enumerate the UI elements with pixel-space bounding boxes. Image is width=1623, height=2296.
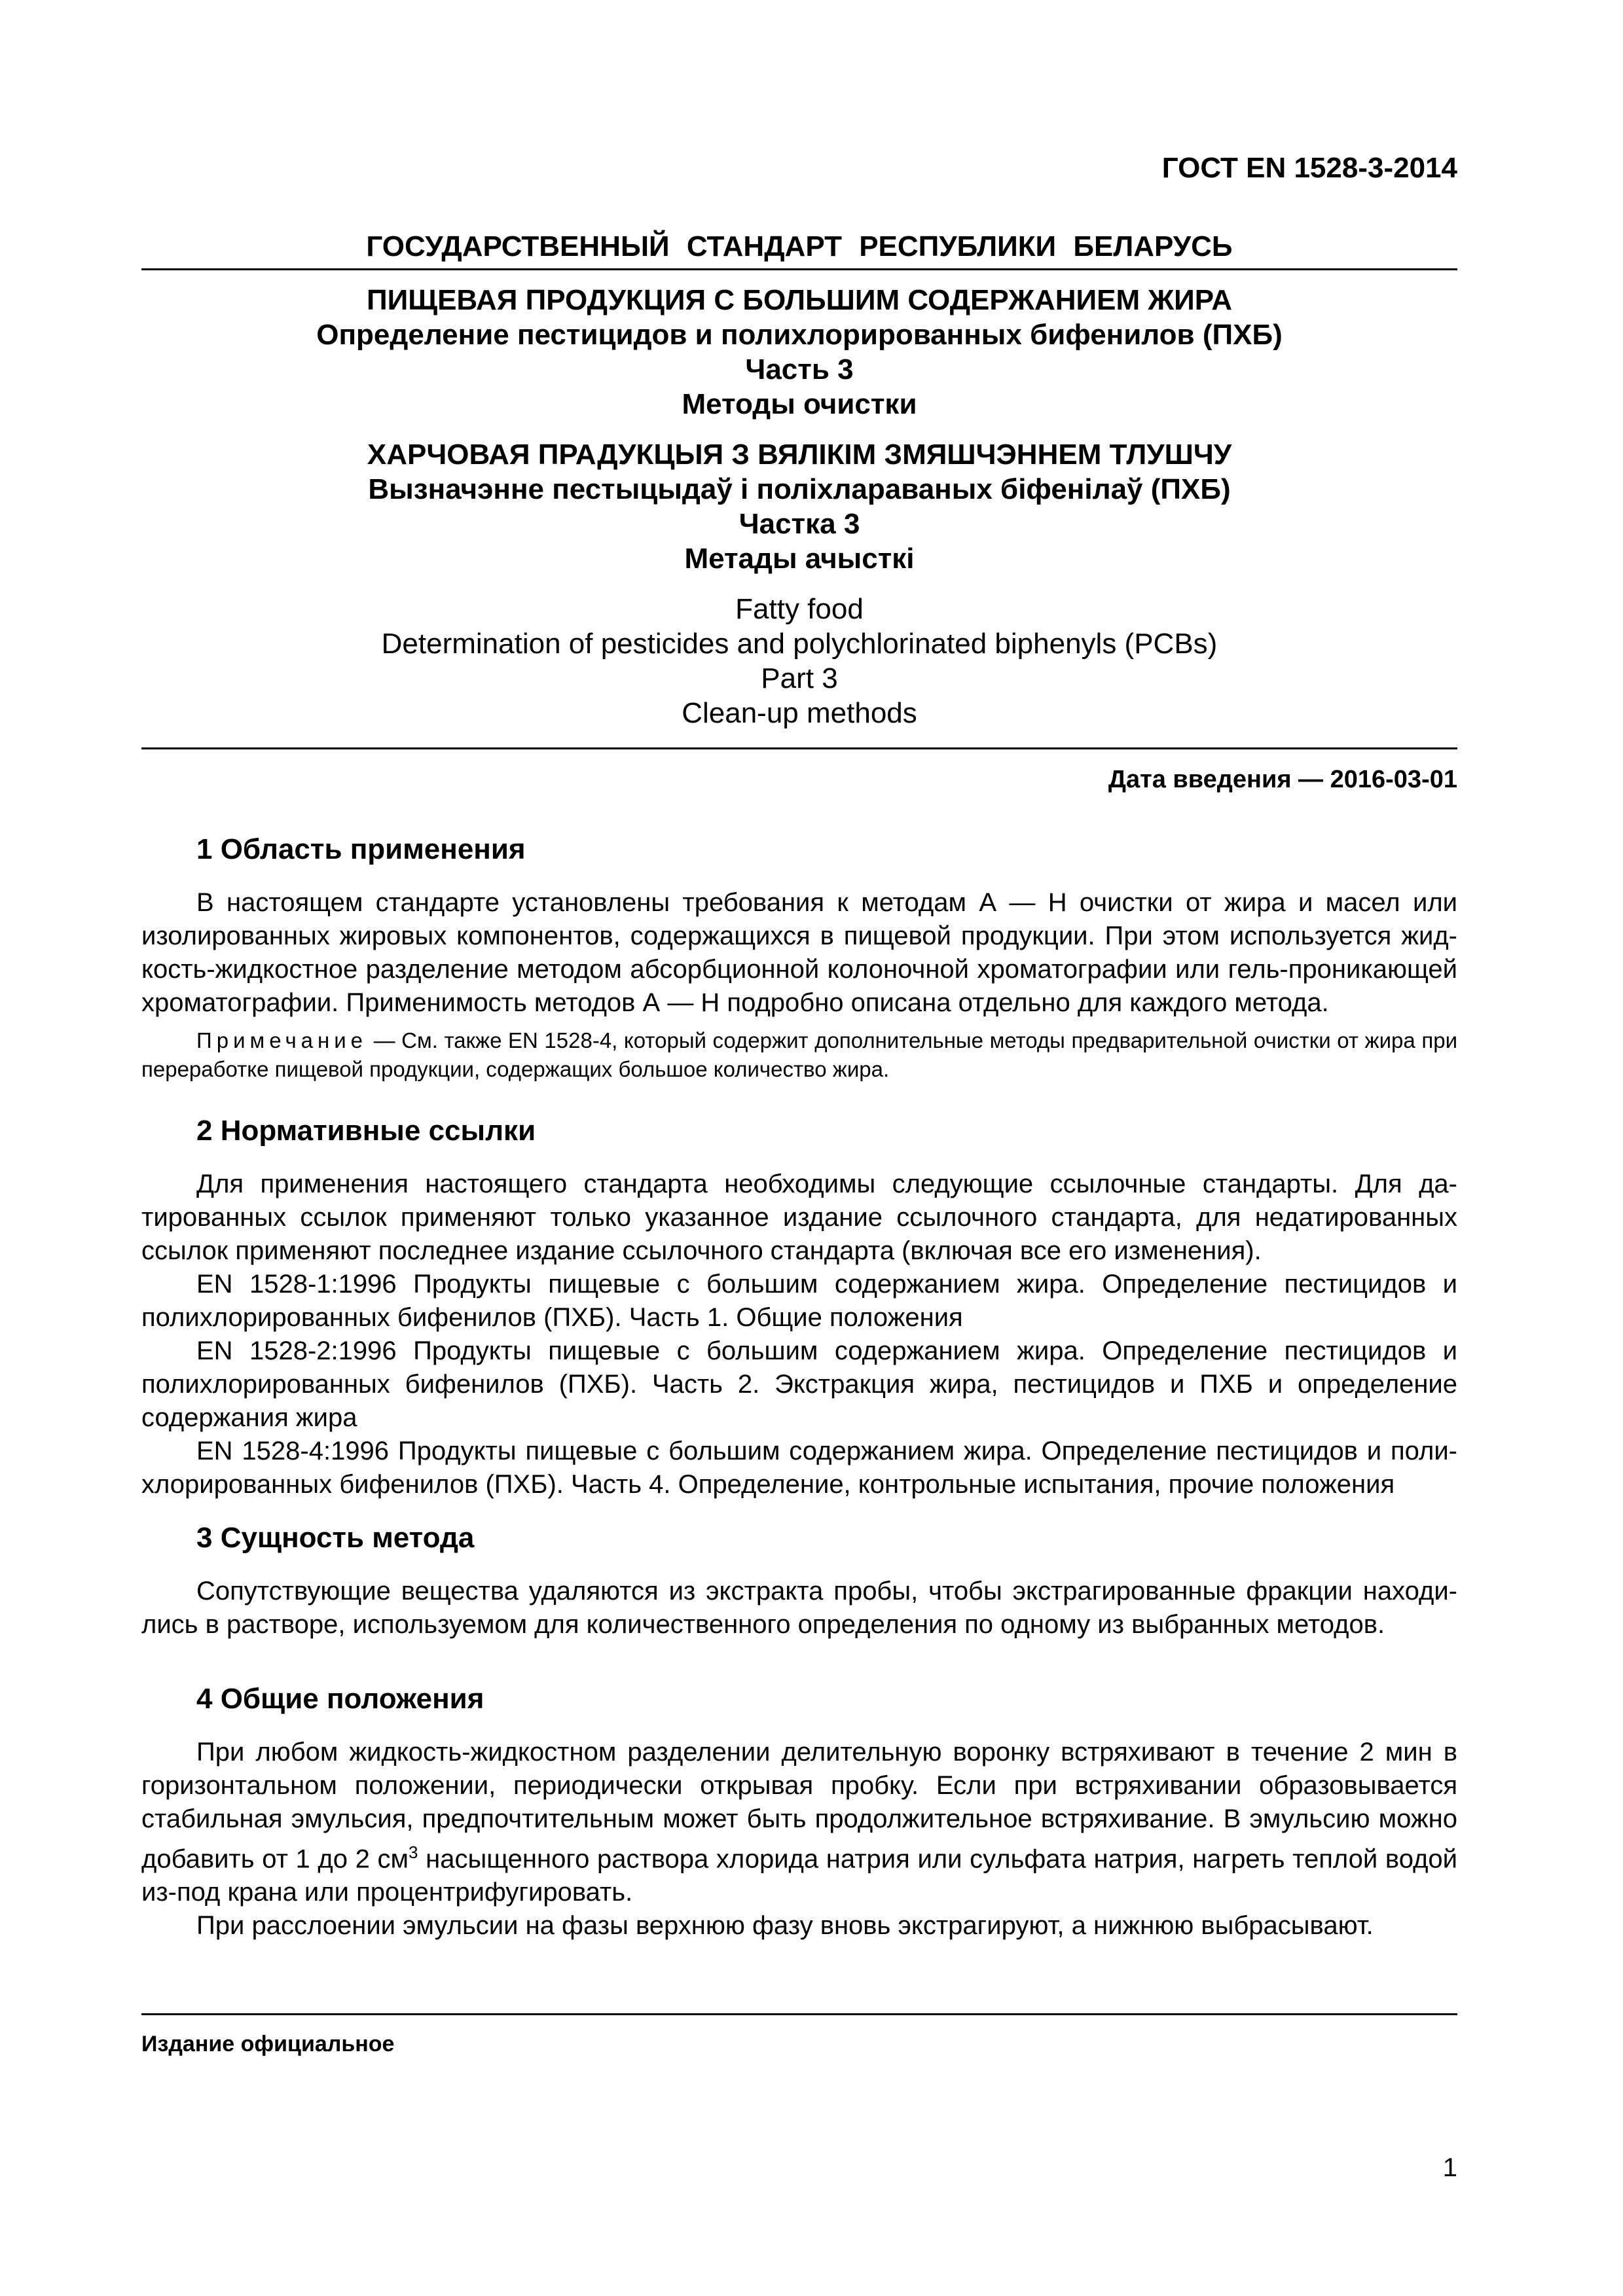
- title-english: [141, 592, 1457, 730]
- paragraph-part: При любом жидкость-жидкостном разделении делительную воронку встряхивают в течение 2 мин в горизонтальном положении, периодически открывая пробку. Если при встряхивании образовывается стабильная эмульсия, предпочтительным может быть продолжительное встряхивание. В эмульсию можно добавить от 1 до 2 см: [141, 1738, 1457, 1874]
- note: [141, 1026, 1457, 1084]
- section-scope: [141, 831, 1457, 1084]
- title-rule: [141, 747, 1457, 749]
- official-edition-label: Издание официальное: [141, 2032, 395, 2056]
- title-belarusian: [141, 437, 1457, 576]
- title-ru-line3: Часть 3: [745, 353, 854, 386]
- note-text: — См. также EN 1528-4, который содержит дополнительные методы предварительной очистки от жира при переработке пищевой продукции, содержащих большое количество жира.: [141, 1028, 1457, 1081]
- title-russian: [141, 283, 1457, 422]
- reference-item: EN 1528-2:1996 Продукты пищевые с большим содержанием жира. Определение пестицидов и полихлорированных бифенилов (ПХБ). Часть 2. Экстракция жира, пестицидов и ПХБ и определение содержания жира: [141, 1336, 1457, 1432]
- page-number: 1: [1442, 2153, 1457, 2182]
- section-heading: 1 Область применения: [196, 833, 526, 865]
- title-ru-line1: ПИЩЕВАЯ ПРОДУКЦИЯ С БОЛЬШИМ СОДЕРЖАНИЕМ ЖИРА: [367, 284, 1232, 316]
- superscript: 3: [409, 1842, 418, 1862]
- section-normative-references: [141, 1113, 1457, 1501]
- title-ru-line4: Методы очистки: [682, 388, 917, 420]
- paragraph-part: насыщенного раствора хлорида натрия или сульфата натрия, нагреть теплой водой из-под крана или процентрифугировать.: [141, 1844, 1457, 1907]
- title-by-line3: Частка 3: [739, 508, 860, 540]
- title-en-line4: Clean-up methods: [682, 697, 917, 729]
- section-method-principle: [141, 1520, 1457, 1641]
- section-heading: 3 Сущность метода: [196, 1522, 475, 1554]
- header-rule: [141, 268, 1457, 270]
- title-by-line2: Вызначэнне пестыцыдаў і поліхлараваных біфенілаў (ПХБ): [368, 473, 1231, 505]
- title-en-line1: Fatty food: [735, 593, 864, 625]
- state-standard-title: ГОСУДАРСТВЕННЫЙ СТАНДАРТ РЕСПУБЛИКИ БЕЛАРУСЬ: [366, 230, 1233, 262]
- paragraph: Для применения настоящего стандарта необходимы следующие ссылочные стандарты. Для датированных ссылок применяют только указанное издание ссылочного стандарта, для недатированных ссылок применяют последнее издание ссылочного стандарта (включая все его изменения).: [141, 1170, 1457, 1265]
- note-label: Примечание: [196, 1028, 368, 1052]
- section-heading: 4 Общие положения: [196, 1683, 484, 1715]
- title-en-line2: Determination of pesticides and polychlorinated biphenyls (PCBs): [381, 628, 1218, 660]
- title-by-line1: ХАРЧОВАЯ ПРАДУКЦЫЯ З ВЯЛІКІМ ЗМЯШЧЭННЕМ ТЛУШЧУ: [367, 439, 1232, 471]
- section-general-provisions: [141, 1681, 1457, 1943]
- introduction-date: Дата введения — 2016-03-01: [1108, 766, 1457, 793]
- reference-item: EN 1528-4:1996 Продукты пищевые с большим содержанием жира. Определение пестицидов и полихлорированных бифенилов (ПХБ). Часть 4. Определение, контрольные испытания, прочие положения: [141, 1437, 1457, 1499]
- title-by-line4: Метады ачысткі: [684, 543, 915, 575]
- paragraph: Сопутствующие вещества удаляются из экстракта пробы, чтобы экстрагированные фракции находились в растворе, используемом для количественного определения по одному из выбранных методов.: [141, 1577, 1457, 1639]
- title-en-line3: Part 3: [761, 662, 838, 694]
- paragraph: В настоящем стандарте установлены требования к методам А — Н очистки от жира и масел или изолированных жировых компонентов, содержащихся в пищевой продукции. При этом используется жидкость-жидкостное разделение методом абсорбционной колоночной хроматографии или гель-проникающей хроматографии. Применимость методов А — Н подробно описана отдельно для каждого метода.: [141, 888, 1457, 1017]
- paragraph: При расслоении эмульсии на фазы верхнюю фазу вновь экстрагируют, а нижнюю выбрасывают.: [196, 1911, 1374, 1941]
- document-code: ГОСТ EN 1528-3-2014: [1161, 152, 1457, 184]
- section-heading: 2 Нормативные ссылки: [196, 1115, 536, 1147]
- reference-item: EN 1528-1:1996 Продукты пищевые с большим содержанием жира. Определение пестицидов и полихлорированных бифенилов (ПХБ). Часть 1. Общие положения: [141, 1270, 1457, 1332]
- title-ru-line2: Определение пестицидов и полихлорированных бифенилов (ПХБ): [316, 319, 1283, 351]
- footer-rule: [141, 2013, 1457, 2015]
- paragraph: [141, 1736, 1457, 1909]
